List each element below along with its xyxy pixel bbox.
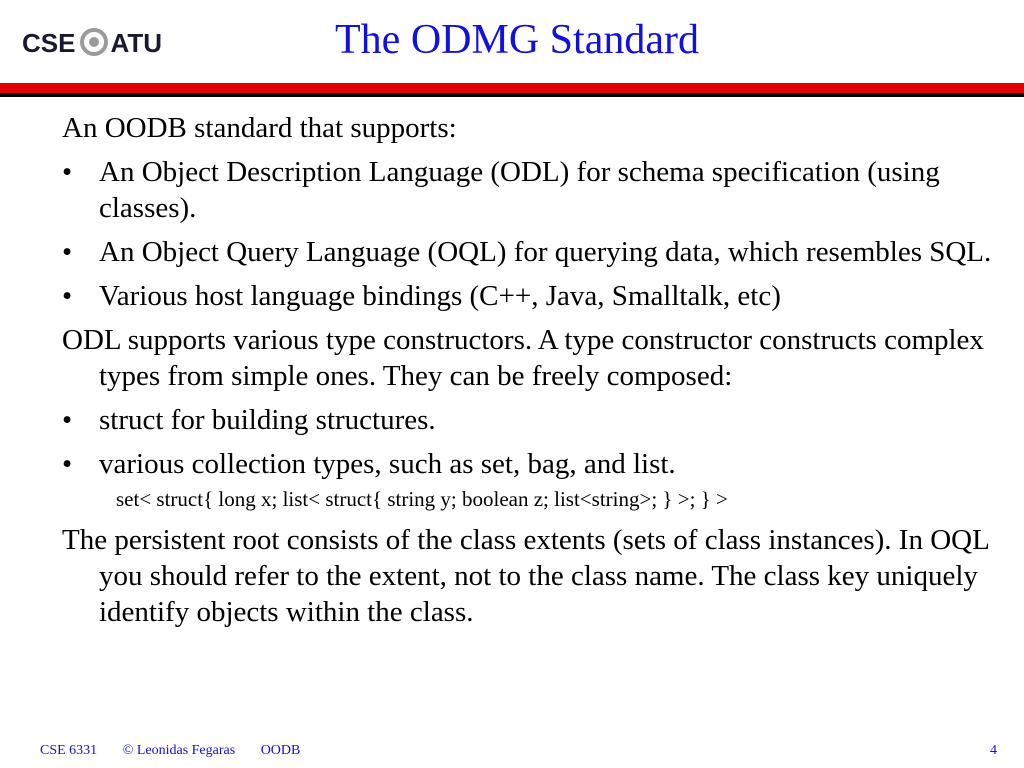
type-example: set< struct{ long x; list< struct{ string y; boolean z; list<string>; } >; } > <box>116 487 728 511</box>
bullet-text: struct for building structures. <box>99 404 436 436</box>
footer <box>40 743 322 759</box>
bullet-odl <box>62 154 1007 226</box>
bullet-text: An Object Query Language (OQL) for querying data, which resembles SQL. <box>99 236 992 268</box>
title-divider <box>0 83 1024 97</box>
footer-course: CSE 6331 <box>40 743 98 758</box>
footer-author: © Leonidas Fegaras <box>122 743 236 758</box>
bullet-collections <box>62 446 1007 482</box>
svg-text:CSE: CSE <box>22 28 76 58</box>
bullet-dot: • <box>62 404 73 436</box>
bullet-oql <box>62 234 1007 270</box>
bullet-text: An Object Description Language (ODL) for schema specification (using classes). <box>99 156 940 224</box>
bullet-text: various collection types, such as set, bag, and list. <box>99 448 676 480</box>
intro-text: An OODB standard that supports: <box>62 112 457 144</box>
bullet-dot: • <box>62 156 73 188</box>
bullet-dot: • <box>62 236 73 268</box>
page-number: 4 <box>990 743 997 758</box>
bullet-dot: • <box>62 280 73 312</box>
svg-text:UTA: UTA <box>110 28 162 58</box>
persistent-root-paragraph: The persistent root consists of the class extents (sets of class instances). In OQL you should refer to the extent, not to the class name. The class key uniquely identify objects within the class. <box>62 524 989 628</box>
bullet-bindings <box>62 278 1007 314</box>
slide-title: The ODMG Standard <box>335 17 699 63</box>
bullet-dot: • <box>62 448 73 480</box>
footer-topic: OODB <box>260 743 301 758</box>
odl-paragraph: ODL supports various type constructors. A type constructor constructs complex types from simple ones. They can be freely composed: <box>62 324 984 392</box>
bullet-text: Various host language bindings (C++, Java, Smalltalk, etc) <box>99 280 781 312</box>
bullet-struct <box>62 402 1007 438</box>
slide-body <box>62 110 1007 638</box>
